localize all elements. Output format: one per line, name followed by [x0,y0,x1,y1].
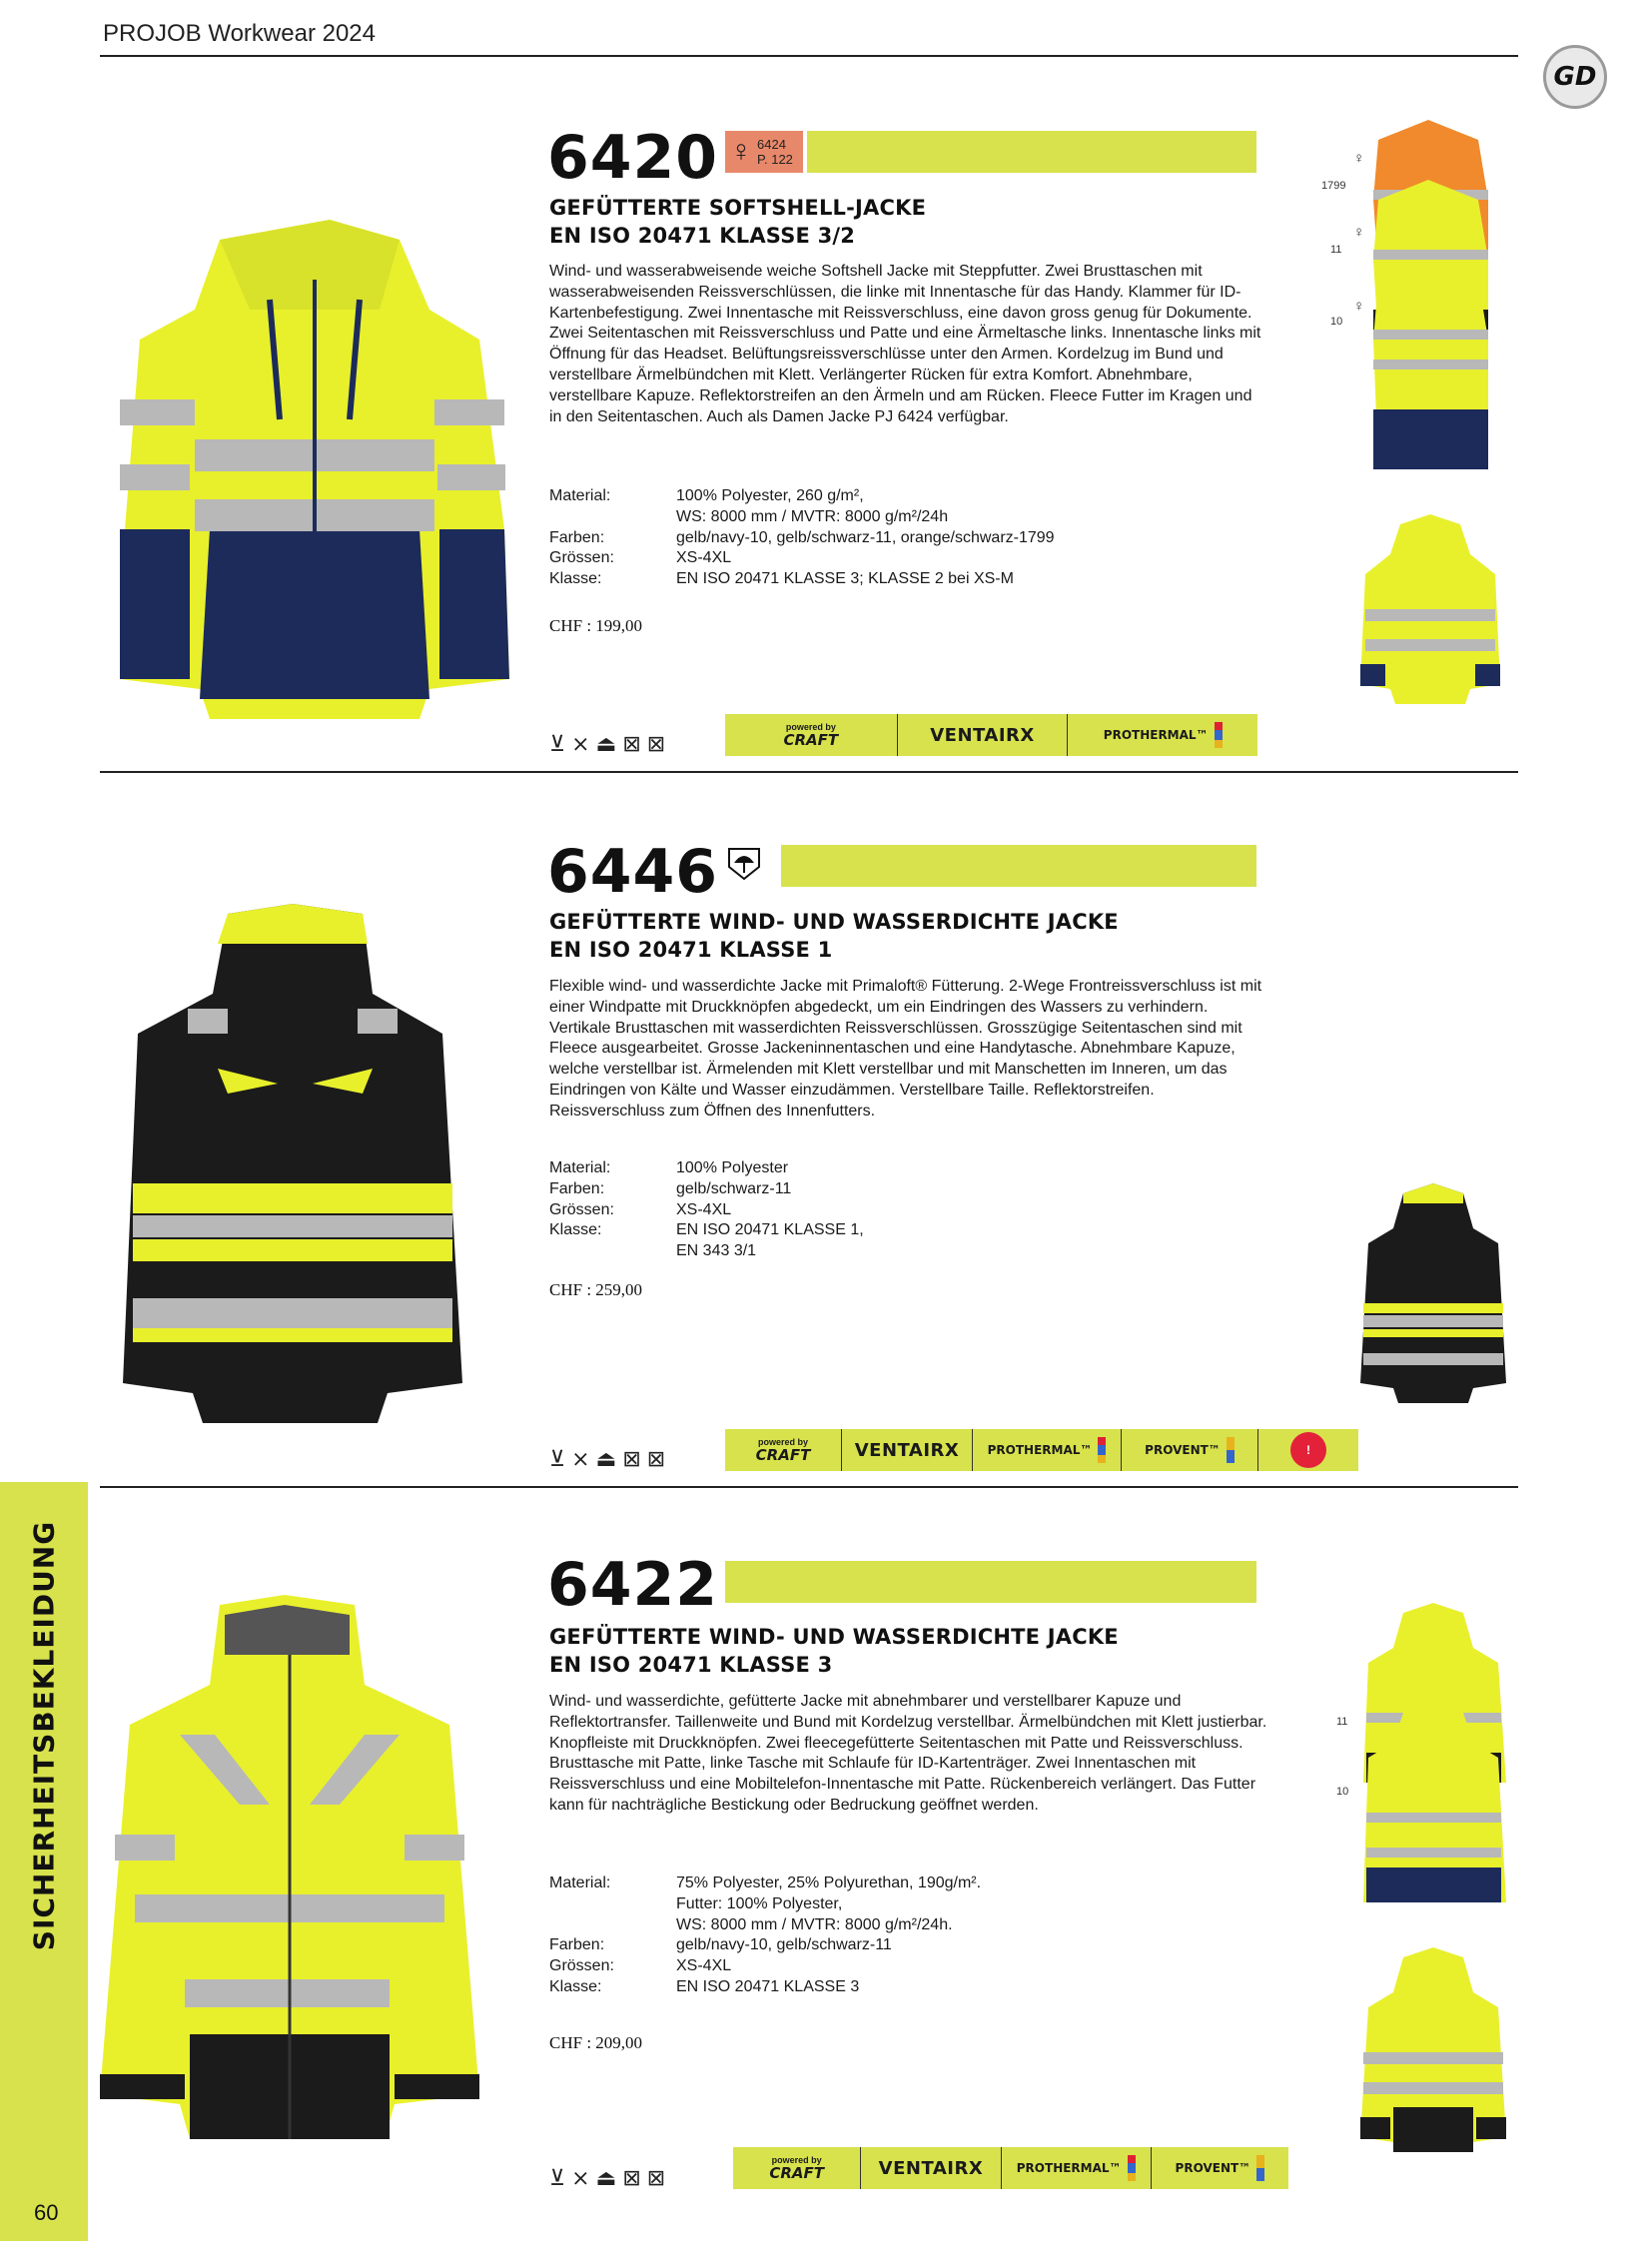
spec-value: EN 343 3/1 [676,1242,757,1260]
craft-label: CRAFT [755,1446,811,1464]
provent-logo [1152,2147,1288,2189]
female-variant-reference[interactable] [725,131,803,173]
spec-value: 75% Polyester, 25% Polyurethan, 190g/m². [676,1874,982,1891]
powered-by-label: powered by [771,2155,822,2165]
spec-value: Futter: 100% Polyester, [676,1894,843,1912]
iron-low-icon: ⏏ [595,1446,617,1471]
spec-key: Farben: [549,1936,605,1954]
spec-value: EN ISO 20471 KLASSE 3; KLASSE 2 bei XS-M [676,570,1014,588]
female-icon: ♀ [1353,150,1365,167]
spec-key: Grössen: [549,1200,614,1218]
craft-label: CRAFT [783,731,839,749]
product-specs [549,1158,1275,1262]
product-6422-back-image [1358,1947,1508,2152]
prothermal-logo [1002,2147,1152,2189]
product-specs [549,486,1275,590]
product-6420-back-image [1360,514,1500,704]
product-number: 6446 [547,837,718,907]
swatch-code: 10 [1336,1786,1349,1798]
spec-value: WS: 8000 mm / MVTR: 8000 g/m²/24h [676,507,949,525]
product-6420-main-image [100,200,529,719]
no-dry-clean-icon: ⊠ [646,2165,666,2190]
no-bleach-icon: ⨯ [571,731,590,756]
product-accent-bar [725,1561,1256,1603]
spec-key: Material: [549,1874,611,1891]
page-number: 60 [34,2200,59,2225]
product-price: CHF : 199,00 [549,616,643,635]
craft-logo [725,1429,842,1471]
spec-key [549,1241,676,1262]
care-symbols [549,1446,665,1472]
female-variant-code: 6424 [757,137,786,152]
technology-brand-bar [725,714,1257,756]
prothermal-label: PROTHERMAL™ [1016,2161,1122,2175]
product-title-line1: GEFÜTTERTE WIND- UND WASSERDICHTE JACKE [549,910,1119,934]
powered-by-label: powered by [757,1437,808,1447]
spec-value: 100% Polyester [676,1159,789,1176]
female-icon: ♀ [1353,298,1365,315]
craft-label: CRAFT [769,2164,824,2182]
spec-key [549,507,676,528]
product-title-line1: GEFÜTTERTE WIND- UND WASSERDICHTE JACKE [549,1625,1119,1649]
prothermal-logo [973,1429,1122,1471]
no-tumble-dry-icon: ⊠ [622,1446,641,1471]
spec-key: Klasse: [549,570,602,588]
product-description: Wind- und wasserdichte, gefütterte Jacke mit abnehmbarer und verstellbarer Kapuze und Reflektortransfer. Taillenweite und Bund mit Kordelzug verstellbar. Ärmelbündchen mit Klett justierbar. Knopfleiste mit Druckknöpfen. Zwei fleecegefütterte Seitentaschen mit Patte und Reissverschluss. Brusttasche mit Patte, linke Tasche mit Schlaufe für ID-Kartenträger. Zwei Innentaschen mit Reissverschluss und eine Mobiltelefon-Innentasche mit Patte. Rückenbereich verlängert. Das Futter kann für nachträgliche Bestickung oder Bedruckung geöffnet werden. [549,1693,1267,1814]
wash-40-icon: ⊻ [549,2165,566,2190]
gd-logo: GD [1543,45,1607,109]
powered-by-label: powered by [785,722,836,732]
spec-key: Farben: [549,1179,605,1197]
spec-value: gelb/navy-10, gelb/schwarz-11 [676,1936,892,1954]
spec-value: gelb/navy-10, gelb/schwarz-11, orange/schwarz-1799 [676,528,1055,546]
no-bleach-icon: ⨯ [571,2165,590,2190]
prothermal-flag-icon [1098,1437,1106,1463]
female-icon: ♀ [729,135,753,168]
care-symbols [549,2165,665,2191]
product-specs [549,1873,1275,1998]
catalog-header-title: PROJOB Workwear 2024 [103,20,376,47]
product-6446-back-image [1358,1183,1508,1403]
product-accent-bar [781,845,1256,887]
product-title-line2: EN ISO 20471 KLASSE 1 [549,938,833,962]
spec-value: WS: 8000 mm / MVTR: 8000 g/m²/24h. [676,1915,953,1933]
provent-flag-icon [1256,2155,1264,2181]
no-bleach-icon: ⨯ [571,1446,590,1471]
product-description: Flexible wind- und wasserdichte Jacke mit Primaloft® Fütterung. 2-Wege Frontreissverschluss ist mit einer Windpatte mit Druckknöpfen abgedeckt, um ein Eindringen des Wassers zu verhindern. Vertikale Brusttaschen mit wasserdichten Reissverschlüssen. Grosszügige Seitentaschen sind mit Fleece ausgearbeitet. Grosse Jackeninnentaschen und eine Handytasche. Abnehmbare Kapuze, welche verstellbar ist. Ärmelenden mit Klett verstellbar und mit Manschetten im Inneren, um das Eindringen von Kälte und Wasser einzudämmen. Verstellbare Taille. Reflektorstreifen. Reissverschluss zum Öffnen des Innenfutters. [549,978,1262,1120]
provent-logo [1122,1429,1258,1471]
craft-logo [733,2147,861,2189]
section-side-label: SICHERHEITSBEKLEIDUNG [27,1520,61,1951]
product-title [549,908,1119,964]
product-title [549,194,926,250]
wash-40-icon: ⊻ [549,1446,566,1471]
product-number: 6422 [547,1550,718,1620]
swatch-code: 10 [1330,316,1343,328]
product-title-line1: GEFÜTTERTE SOFTSHELL-JACKE [549,196,927,220]
prothermal-flag-icon [1215,722,1223,748]
provent-label: PROVENT™ [1145,1443,1221,1457]
product-title [549,1623,1119,1679]
no-dry-clean-icon: ⊠ [646,1446,666,1471]
provent-flag-icon [1227,1437,1235,1463]
product-description: Wind- und wasserabweisende weiche Softshell Jacke mit Steppfutter. Zwei Brusttaschen mit wasserabweisenden Reissverschlüssen, die linke mit Innentasche für das Handy. Klammer für ID-Kartenbefestigung. Zwei Innentasche mit Reissverschluss, eine davon gross genug für Dokumente. Zwei Seitentaschen mit Reissverschluss und Patte und eine Ärmeltasche links. Innentasche links mit Öffnung für das Headset. Belüftungsreissverschlüsse unter den Armen. Kordelzug im Bund und verstellbare Ärmelbündchen mit Klett. Verlängerter Rücken für extra Komfort. Abnehmbare, verstellbare Kapuze. Reflektorstreifen an den Ärmeln und am Rücken. Fleece Futter im Kragen und in den Seitentaschen. Auch als Damen Jacke PJ 6424 verfügbar. [549,263,1261,425]
hi-vis-badge [1258,1429,1358,1471]
section-divider [100,1486,1518,1488]
technology-brand-bar [725,1429,1358,1471]
header-rule [100,55,1518,57]
product-price: CHF : 209,00 [549,2033,643,2052]
technology-brand-bar [733,2147,1288,2189]
product-number: 6420 [547,123,718,193]
spec-key: Material: [549,487,611,504]
product-title-line2: EN ISO 20471 KLASSE 3 [549,1653,833,1677]
swatch-code: 1799 [1321,180,1346,192]
spec-value: XS-4XL [676,1200,732,1218]
hi-vis-icon: ! [1290,1432,1326,1468]
spec-value: XS-4XL [676,1957,732,1975]
female-icon: ♀ [1353,224,1365,241]
spec-value: XS-4XL [676,549,732,567]
female-variant-page: P. 122 [757,152,793,167]
prothermal-label: PROTHERMAL™ [987,1443,1093,1457]
product-price: CHF : 259,00 [549,1280,643,1299]
color-variant-images [1358,1603,1508,1907]
iron-low-icon: ⏏ [595,2165,617,2190]
ventair-logo: VENTAIRX [861,2147,1001,2189]
craft-logo [725,714,898,756]
product-6446-main-image [118,904,467,1423]
product-6422-main-image [95,1595,484,2139]
prothermal-flag-icon [1128,2155,1136,2181]
spec-key: Klasse: [549,1221,602,1239]
umbrella-waterproof-icon [725,845,763,883]
spec-value: 100% Polyester, 260 g/m², [676,487,864,504]
spec-value: EN ISO 20471 KLASSE 1, [676,1221,864,1239]
color-variant-images [1358,120,1498,479]
product-accent-bar [807,131,1256,173]
swatch-code: 11 [1330,244,1342,256]
no-dry-clean-icon: ⊠ [646,731,666,756]
spec-key: Farben: [549,528,605,546]
ventair-logo: VENTAIRX [898,714,1069,756]
spec-key: Klasse: [549,1977,602,1995]
product-title-line2: EN ISO 20471 KLASSE 3/2 [549,224,856,248]
no-tumble-dry-icon: ⊠ [622,731,641,756]
spec-key: Grössen: [549,549,614,567]
iron-low-icon: ⏏ [595,731,617,756]
spec-value: EN ISO 20471 KLASSE 3 [676,1977,860,1995]
spec-key: Material: [549,1159,611,1176]
spec-key [549,1894,676,1915]
spec-value: gelb/schwarz-11 [676,1179,792,1197]
care-symbols [549,731,665,757]
prothermal-label: PROTHERMAL™ [1103,728,1209,742]
no-tumble-dry-icon: ⊠ [622,2165,641,2190]
prothermal-logo [1068,714,1257,756]
swatch-code: 11 [1336,1716,1348,1728]
wash-40-icon: ⊻ [549,731,566,756]
ventair-logo: VENTAIRX [842,1429,973,1471]
provent-label: PROVENT™ [1175,2161,1251,2175]
spec-key: Grössen: [549,1957,614,1975]
spec-key [549,1915,676,1936]
section-divider [100,771,1518,773]
